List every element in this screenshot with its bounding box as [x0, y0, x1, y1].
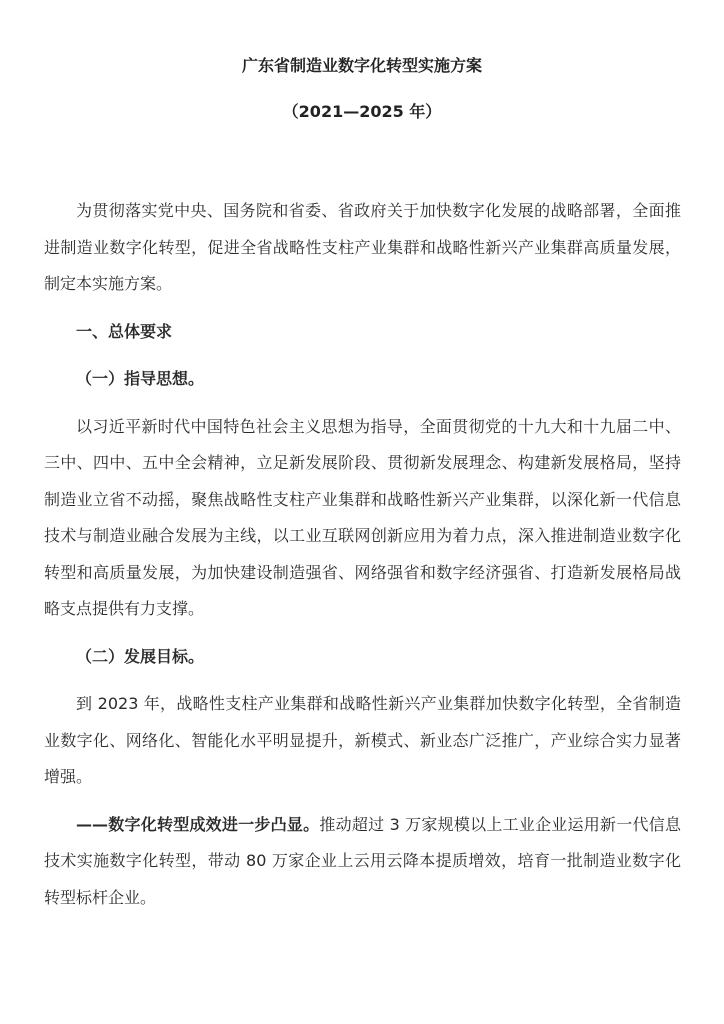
subsection-heading-development-goals: （二）发展目标。	[76, 646, 205, 666]
intro-paragraph: 为贯彻落实党中央、国务院和省委、省政府关于加快数字化发展的战略部署，全面推进制造业数字化转型，促进全省战略性支柱产业集群和战略性新兴产业集群高质量发展，制定本实施方案。	[44, 201, 681, 293]
goal-paragraph-digital-transformation	[44, 807, 681, 917]
guiding-ideology-paragraph: 以习近平新时代中国特色社会主义思想为指导，全面贯彻党的十九大和十九届二中、三中、四中、五中全会精神，立足新发展阶段、贯彻新发展理念、构建新发展格局，坚持制造业立省不动摇，聚焦战略性支柱产业集群和战略性新兴产业集群，以深化新一代信息技术与制造业融合发展为主线，以工业互联网创新应用为着力点，深入推进制造业数字化转型和高质量发展，为加快建设制造强省、网络强省和数字经济强省、打造新发展格局战略支点提供有力支撑。	[44, 416, 681, 618]
development-goals-paragraph: 到 2023 年，战略性支柱产业集群和战略性新兴产业集群加快数字化转型，全省制造业数字化、网络化、智能化水平明显提升，新模式、新业态广泛推广，产业综合实力显著增强。	[44, 694, 681, 786]
document-title: 广东省制造业数字化转型实施方案	[241, 56, 482, 75]
document-subtitle: （2021—2025 年）	[282, 102, 442, 121]
section-heading-general-requirements: 一、总体要求	[76, 321, 173, 341]
goal-lead-text: ——数字化转型成效进一步凸显。	[76, 814, 320, 834]
subsection-heading-guiding-ideology: （一）指导思想。	[76, 369, 205, 388]
document-body	[44, 193, 681, 927]
goal-body-text: 推动超过 3 万家规模以上工业企业运用新一代信息技术实施数字化转型，带动 80 万家企业上云用云降本提质增效，培育一批制造业数字化转型标杆企业。	[44, 814, 681, 907]
